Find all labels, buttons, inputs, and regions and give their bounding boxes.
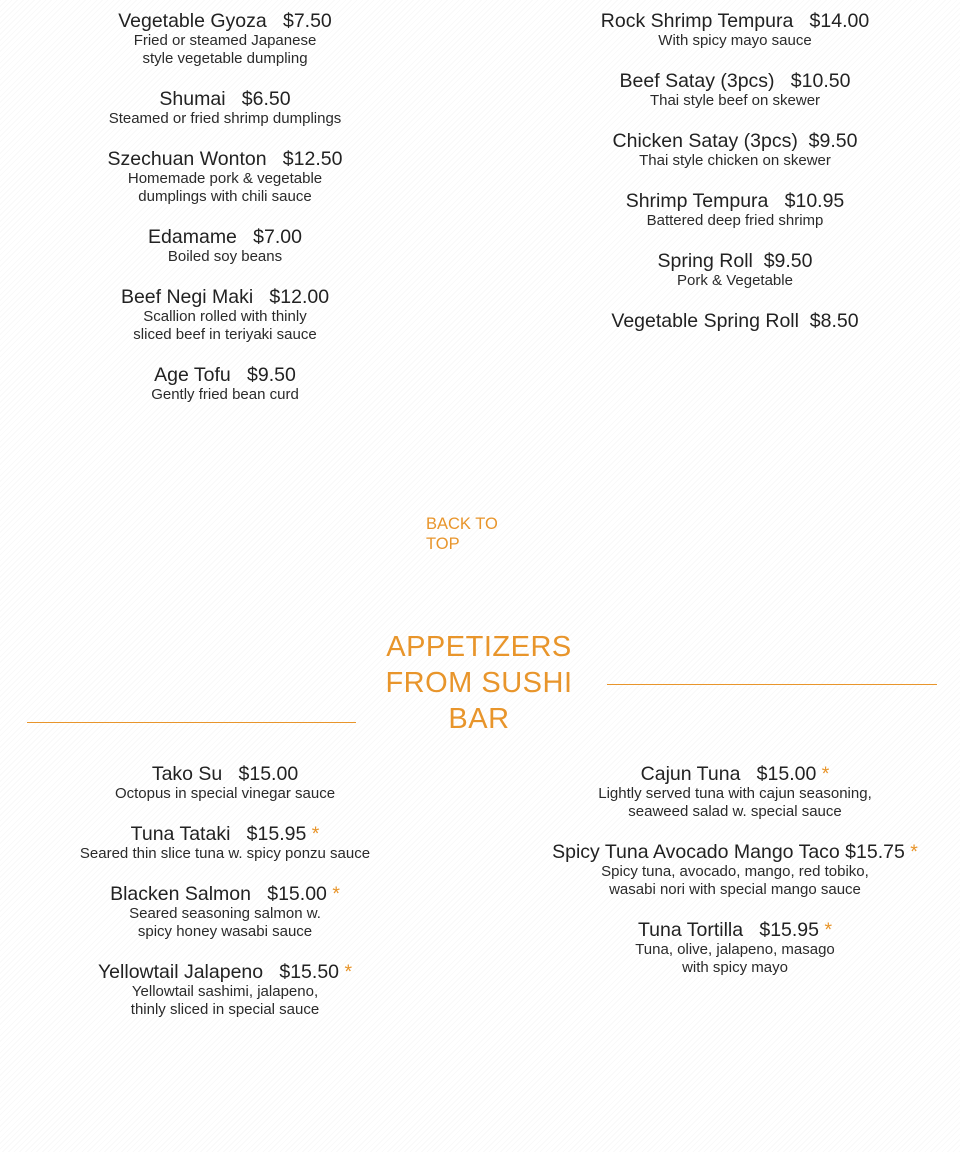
menu-item [510, 10, 960, 50]
menu-item-description: Pork & Vegetable [677, 272, 793, 289]
menu-item-name: Spring Roll $9.50 [657, 250, 813, 272]
menu-item-name: Shumai $6.50 [159, 88, 291, 110]
raw-warning-star: * [910, 841, 918, 863]
menu-item-description: Thai style beef on skewer [649, 92, 821, 109]
menu-item [0, 148, 450, 206]
menu-item-description: Fried or steamed Japanese style vegetable dumpling [133, 32, 317, 67]
menu-item-name-text: Cajun Tuna $15.00 [640, 763, 817, 785]
menu-item-description: With spicy mayo sauce [658, 32, 812, 49]
menu-item-name [0, 883, 450, 905]
appetizers-right-column [510, 10, 960, 352]
raw-warning-star: * [824, 919, 833, 941]
menu-item [510, 841, 960, 899]
menu-item-description: Steamed or fried shrimp dumplings [108, 110, 342, 127]
menu-item [0, 961, 450, 1019]
menu-item-description: Thai style chicken on skewer [639, 152, 831, 169]
raw-warning-star: * [821, 763, 830, 785]
menu-item-name [0, 961, 450, 983]
menu-item-name [510, 841, 960, 863]
raw-warning-star: * [332, 883, 340, 905]
menu-item-name-text: Blacken Salmon $15.00 [110, 883, 327, 905]
raw-warning-star: * [344, 961, 353, 983]
menu-item-name: Rock Shrimp Tempura $14.00 [600, 10, 870, 32]
menu-item-name: Age Tofu $9.50 [154, 364, 296, 386]
menu-item-name: Chicken Satay (3pcs) $9.50 [612, 130, 858, 152]
menu-item-name-text: Spicy Tuna Avocado Mango Taco $15.75 [552, 841, 905, 863]
back-to-top-link[interactable]: BACK TO TOP [426, 515, 498, 553]
section-divider-left [27, 722, 356, 723]
raw-warning-star: * [311, 823, 320, 845]
menu-item [0, 88, 450, 128]
menu-item-name: Vegetable Spring Roll $8.50 [611, 310, 859, 332]
menu-item [0, 823, 450, 863]
section-title: APPETIZERS FROM SUSHI BAR [385, 631, 573, 735]
menu-item-description: Yellowtail sashimi, jalapeno, thinly sliced in special sauce [130, 983, 320, 1018]
menu-item [510, 70, 960, 110]
menu-item [510, 190, 960, 230]
menu-item-description: Seared seasoning salmon w. spicy honey wasabi sauce [129, 905, 321, 940]
menu-item [0, 10, 450, 68]
menu-item-name-text: Yellowtail Jalapeno $15.50 [97, 961, 340, 983]
menu-item-description: Octopus in special vinegar sauce [114, 785, 336, 802]
section-divider-right [607, 684, 937, 685]
appetizers-left-column [0, 10, 450, 424]
menu-item-name-text: Tuna Tortilla $15.95 [637, 919, 820, 941]
menu-item-name-text: Tuna Tataki $15.95 [130, 823, 307, 845]
menu-item-name [0, 823, 450, 845]
menu-item [0, 763, 450, 803]
menu-item-description: Lightly served tuna with cajun seasoning, seaweed salad w. special sauce [598, 785, 872, 820]
menu-item [510, 919, 960, 977]
menu-item-description: Homemade pork & vegetable dumplings with chili sauce [127, 170, 323, 205]
menu-item [0, 364, 450, 404]
menu-item-name [510, 919, 960, 941]
menu-item-name: Edamame $7.00 [148, 226, 302, 248]
menu-item-name: Shrimp Tempura $10.95 [625, 190, 845, 212]
menu-item-description: Tuna, olive, jalapeno, masago with spicy mayo [635, 941, 835, 976]
menu-item-name: Beef Satay (3pcs) $10.50 [619, 70, 851, 92]
menu-item [510, 250, 960, 290]
menu-item-name: Vegetable Gyoza $7.50 [118, 10, 332, 32]
menu-item [510, 310, 960, 332]
menu-item-name-text: Tako Su $15.00 [151, 763, 299, 785]
menu-item-description: Boiled soy beans [167, 248, 283, 265]
menu-item-description: Seared thin slice tuna w. spicy ponzu sauce [79, 845, 371, 862]
menu-item [0, 883, 450, 941]
menu-item [0, 226, 450, 266]
menu-item-description: Gently fried bean curd [151, 386, 299, 403]
menu-item-name: Szechuan Wonton $12.50 [107, 148, 343, 170]
menu-item-name: Beef Negi Maki $12.00 [120, 286, 330, 308]
menu-item [510, 763, 960, 821]
menu-item [0, 286, 450, 344]
sushi-bar-left-column [0, 763, 450, 1039]
menu-item-name [510, 763, 960, 785]
menu-item [510, 130, 960, 170]
menu-item-description: Scallion rolled with thinly sliced beef in teriyaki sauce [133, 308, 317, 343]
menu-item-description: Spicy tuna, avocado, mango, red tobiko, wasabi nori with special mango sauce [601, 863, 869, 898]
menu-item-description: Battered deep fried shrimp [646, 212, 824, 229]
sushi-bar-right-column [510, 763, 960, 997]
menu-item-name [0, 763, 450, 785]
